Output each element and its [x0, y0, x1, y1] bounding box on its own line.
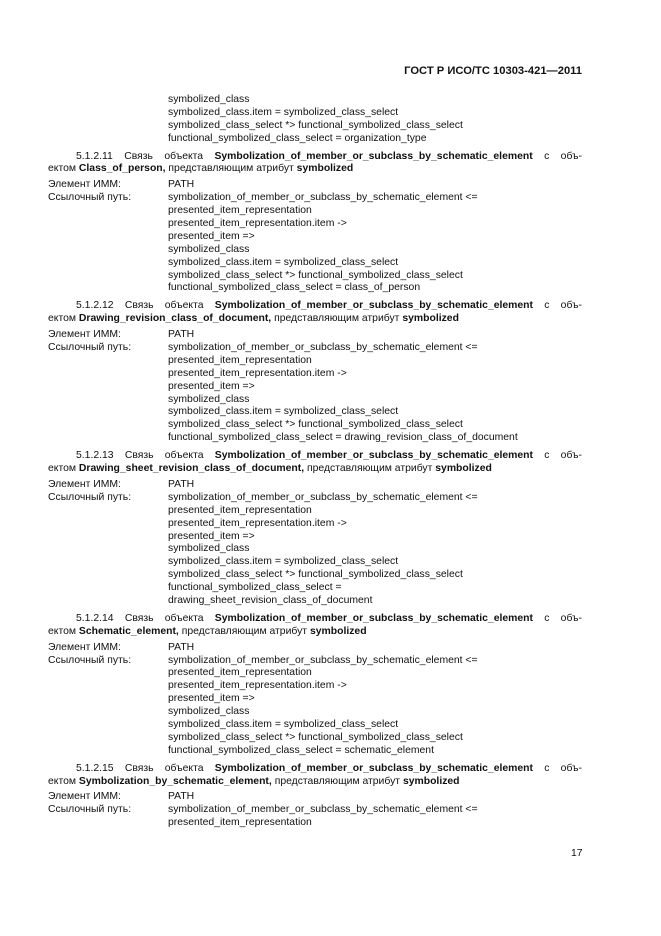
section-number: 5.1.2.14 [76, 612, 114, 624]
mapping-block [48, 791, 582, 830]
section-heading [48, 450, 582, 476]
section-heading [48, 151, 582, 177]
path-line: symbolized_class.item = symbolized_class_select [168, 556, 399, 568]
heading-text: с объ- [544, 450, 582, 462]
attribute-name: symbolized [309, 625, 367, 637]
path-row [48, 804, 582, 817]
path-line: symbolized_class [168, 94, 250, 105]
section-heading [48, 763, 582, 789]
section-5-1-2-13 [48, 450, 582, 608]
element-label: Элемент ИММ: [48, 641, 121, 653]
heading-text: Связь объекта [124, 150, 204, 162]
attribute-name: symbolized [435, 463, 492, 475]
element-label: Элемент ИММ: [48, 791, 121, 803]
path-line: symbolized_class_select *> functional_symbolized_class_select [168, 269, 463, 281]
attribute-name: symbolized [402, 313, 459, 325]
element-row [48, 179, 582, 192]
path-label: Ссылочный путь: [48, 491, 132, 503]
heading-text: представляющим атрибут [181, 625, 308, 637]
heading-text: ектом [48, 313, 77, 325]
object-name: Symbolization_of_member_or_subclass_by_schematic_element [214, 300, 533, 312]
path-line: functional_symbolized_class_select = [168, 582, 342, 594]
element-row [48, 642, 582, 655]
heading-text: представляющим атрибут [274, 775, 401, 787]
path-line: presented_item => [168, 380, 255, 392]
path-line: presented_item_representation [168, 667, 312, 679]
element-label: Элемент ИММ: [48, 179, 121, 191]
heading-text: представляющим атрибут [274, 313, 400, 325]
path-line: presented_item_representation.item -> [168, 218, 347, 230]
path-line: presented_item_representation [168, 354, 312, 366]
element-label: Элемент ИММ: [48, 478, 121, 490]
path-line: presented_item_representation.item -> [168, 367, 347, 379]
attribute-name: symbolized [402, 775, 460, 787]
heading-text: Связь объекта [124, 762, 204, 774]
related-object-name: Class_of_person, [78, 163, 166, 175]
path-line: symbolized_class.item = symbolized_class_select [168, 256, 399, 268]
mapping-block [48, 479, 582, 608]
path-line: presented_item => [168, 693, 255, 705]
path-line: symbolized_class_select *> functional_symbolized_class_select [168, 731, 463, 743]
path-line: presented_item_representation.item -> [168, 517, 347, 529]
path-label: Ссылочный путь: [48, 342, 132, 354]
heading-text: ектом [48, 163, 77, 175]
path-line: presented_item => [168, 230, 255, 242]
path-line: symbolization_of_member_or_subclass_by_schematic_element <= [168, 491, 478, 503]
mapping-block [48, 642, 582, 758]
section-number: 5.1.2.13 [76, 450, 114, 462]
section-number: 5.1.2.15 [76, 762, 114, 774]
path-line: functional_symbolized_class_select = organization_type [168, 132, 427, 144]
heading-text: ектом [48, 775, 77, 787]
object-name: Symbolization_of_member_or_subclass_by_schematic_element [214, 150, 533, 162]
heading-text: Связь объекта [124, 612, 204, 624]
heading-text: с объ- [544, 150, 583, 162]
heading-text: с объ- [544, 612, 582, 624]
heading-text: с объ- [544, 300, 582, 312]
path-label: Ссылочный путь: [48, 654, 132, 666]
path-line: symbolized_class_select *> functional_symbolized_class_select [168, 419, 463, 431]
section-5-1-2-15 [48, 763, 582, 830]
path-row [48, 655, 582, 668]
heading-text: ектом [48, 625, 77, 637]
path-row [48, 342, 582, 355]
mapping-block [48, 329, 582, 445]
section-heading [48, 613, 582, 639]
path-line: symbolized_class [168, 243, 250, 255]
path-row [48, 192, 582, 205]
page-number: 17 [571, 848, 583, 859]
element-value: PATH [168, 791, 195, 803]
mapping-block [48, 179, 582, 295]
section-5-1-2-14 [48, 613, 582, 758]
element-label: Элемент ИММ: [48, 329, 121, 341]
element-row [48, 329, 582, 342]
top-continuation-block [48, 94, 582, 146]
path-line: symbolized_class_select *> functional_symbolized_class_select [168, 119, 463, 131]
path-line: presented_item_representation [168, 504, 312, 516]
path-row [48, 492, 582, 505]
path-line: presented_item_representation [168, 817, 312, 829]
path-line: symbolization_of_member_or_subclass_by_schematic_element <= [168, 804, 478, 816]
path-label: Ссылочный путь: [48, 804, 132, 816]
path-line: functional_symbolized_class_select = drawing_revision_class_of_document [168, 432, 518, 444]
path-line: symbolized_class.item = symbolized_class_select [168, 406, 399, 418]
path-line: symbolized_class.item = symbolized_class_select [168, 718, 399, 730]
path-line: presented_item => [168, 530, 255, 542]
heading-text: Связь объекта [124, 300, 204, 312]
heading-text: представляющим атрибут [168, 163, 294, 175]
object-name: Symbolization_of_member_or_subclass_by_schematic_element [214, 612, 533, 624]
section-5-1-2-12 [48, 300, 582, 445]
path-line: drawing_sheet_revision_class_of_document [168, 594, 373, 606]
path-line: symbolized_class.item = symbolized_class_select [168, 106, 399, 118]
attribute-name: symbolized [296, 163, 354, 175]
path-line: symbolized_class [168, 706, 250, 718]
related-object-name: Drawing_revision_class_of_document, [78, 313, 272, 325]
heading-text: с объ- [544, 762, 582, 774]
heading-text: Связь объекта [124, 450, 204, 462]
document-body [48, 94, 582, 830]
object-name: Symbolization_of_member_or_subclass_by_schematic_element [214, 762, 533, 774]
path-line: presented_item_representation.item -> [168, 680, 347, 692]
related-object-name: Drawing_sheet_revision_class_of_document, [78, 463, 305, 475]
path-line: functional_symbolized_class_select = schematic_element [168, 744, 434, 756]
element-row [48, 479, 582, 492]
path-line: symbolization_of_member_or_subclass_by_schematic_element <= [168, 342, 478, 354]
related-object-name: Schematic_element, [78, 625, 179, 637]
path-line: symbolized_class [168, 543, 250, 555]
path-label: Ссылочный путь: [48, 192, 132, 204]
section-number: 5.1.2.12 [76, 300, 114, 312]
section-heading [48, 300, 582, 326]
related-object-name: Symbolization_by_schematic_element, [78, 775, 272, 787]
element-value: PATH [168, 329, 195, 341]
heading-text: ектом [48, 463, 77, 475]
element-value: PATH [168, 478, 195, 490]
path-line: symbolization_of_member_or_subclass_by_schematic_element <= [168, 192, 478, 204]
path-line: symbolized_class_select *> functional_symbolized_class_select [168, 569, 463, 581]
element-value: PATH [168, 641, 195, 653]
heading-text: представляющим атрибут [307, 463, 433, 475]
object-name: Symbolization_of_member_or_subclass_by_schematic_element [214, 450, 533, 462]
element-value: PATH [168, 179, 195, 191]
path-line: functional_symbolized_class_select = class_of_person [168, 282, 421, 294]
path-line: symbolization_of_member_or_subclass_by_schematic_element <= [168, 654, 478, 666]
section-5-1-2-11 [48, 151, 582, 296]
path-line: presented_item_representation [168, 205, 312, 217]
element-row [48, 791, 582, 804]
page-header: ГОСТ Р ИСО/ТС 10303-421—2011 [404, 65, 582, 77]
sections-container [48, 151, 582, 831]
path-line: symbolized_class [168, 393, 250, 405]
section-number: 5.1.2.11 [76, 150, 113, 162]
